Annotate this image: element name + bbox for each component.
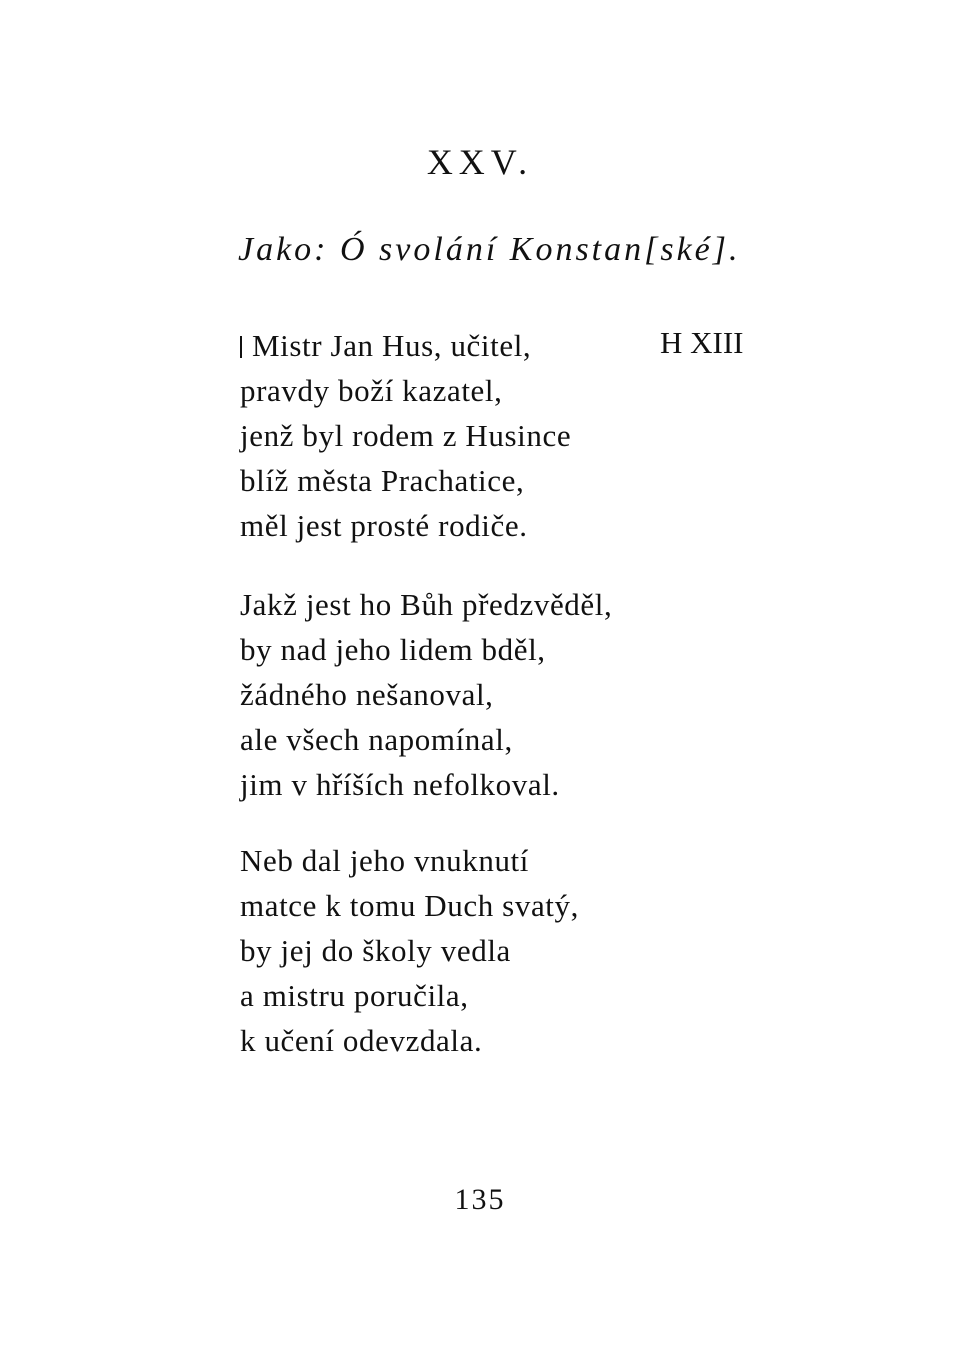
verse-line: matce k tomu Duch svatý,: [240, 888, 579, 923]
verse-line: k učení odevzdala.: [240, 1023, 483, 1058]
verse-marker: [240, 336, 242, 358]
page-number: 135: [454, 1183, 506, 1216]
stanza-2: [240, 582, 612, 807]
verse-line: pravdy boží kazatel,: [240, 373, 503, 408]
verse-line: jim v hříších nefolkoval.: [240, 767, 560, 802]
verse-line: žádného nešanoval,: [240, 677, 494, 712]
melody-note: Jako: Ó svolání Konstan[ské].: [238, 231, 741, 268]
stanza-1: [240, 323, 571, 548]
verse-line: jenž byl rodem z Husince: [240, 418, 572, 453]
verse-text: Mistr Jan Hus, učitel,: [252, 328, 532, 363]
verse-line: ale všech napomínal,: [240, 722, 513, 757]
verse-line: blíž města Prachatice,: [240, 463, 525, 498]
verse-line: Neb dal jeho vnuknutí: [240, 843, 529, 878]
stanza-3: [240, 838, 579, 1063]
verse-line: by jej do školy vedla: [240, 933, 511, 968]
verse-line: [240, 323, 571, 368]
verse-line: a mistru poručila,: [240, 978, 469, 1013]
verse-line: měl jest prosté rodiče.: [240, 508, 528, 543]
verse-line: by nad jeho lidem bděl,: [240, 632, 546, 667]
chapter-number: XXV.: [426, 142, 534, 182]
reference-code: H XIII: [660, 325, 744, 360]
verse-line: Jakž jest ho Bůh předzvěděl,: [240, 587, 613, 622]
